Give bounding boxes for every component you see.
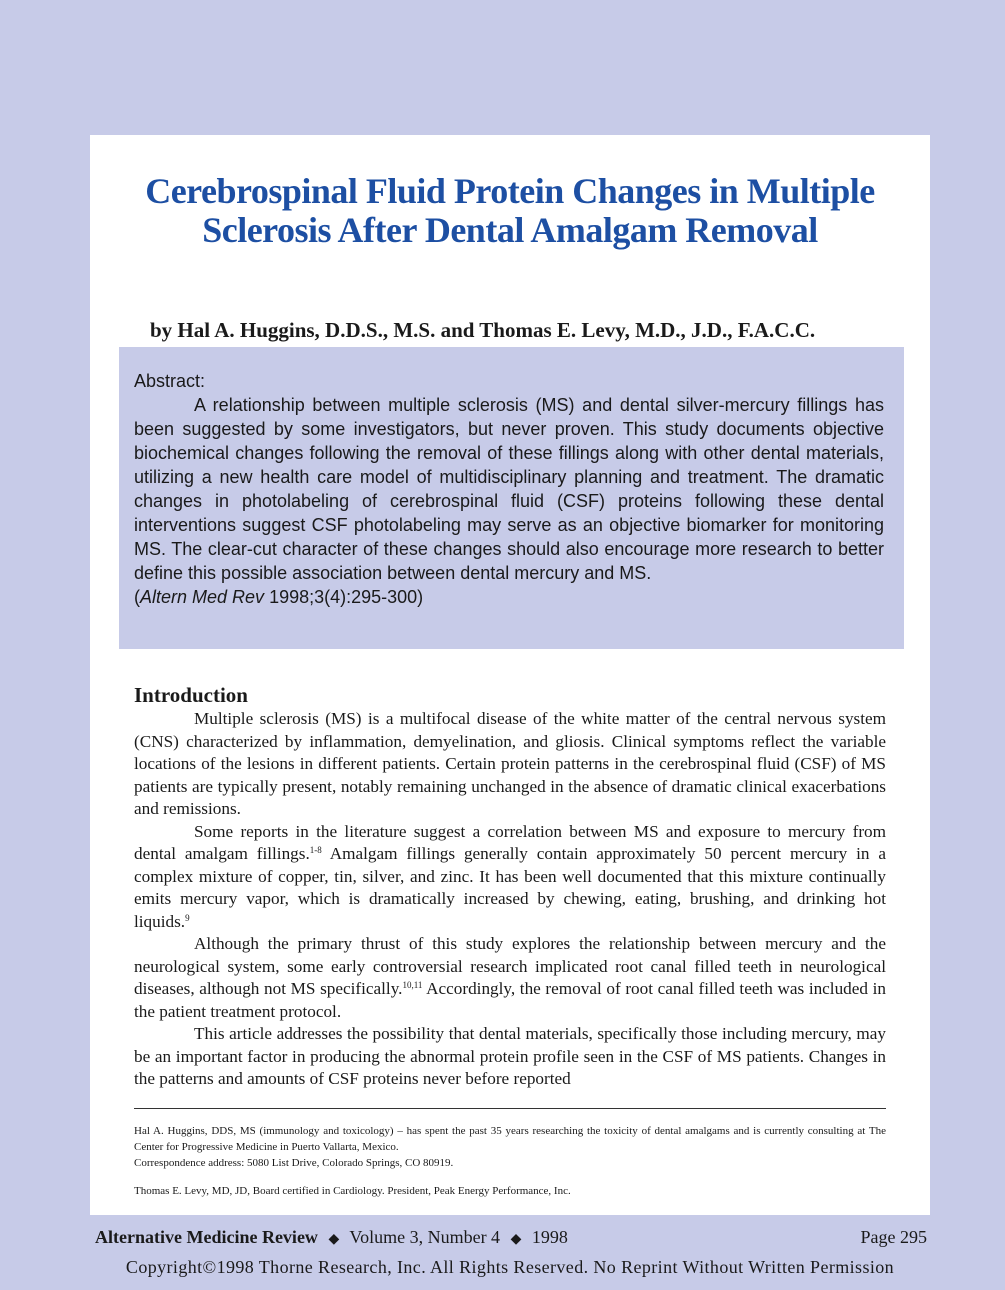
- abstract-body: A relationship between multiple sclerosis (MS) and dental silver-mercury fillings has been suggested by some investigators, but never proven. This study documents objective biochemical changes following the removal of these fillings along with other dental materials, utilizing a new health care model of multidisciplinary planning and treatment. The dramatic changes in photolabeling of cerebrospinal fluid (CSF) proteins following these dental interventions suggest CSF photolabeling may serve as an objective biomarker for monitoring MS. The clear-cut character of these changes should also encourage more research to better define this possible association between dental mercury and MS.: [134, 395, 884, 583]
- p2-text-b: Amalgam fillings generally contain approximately 50 percent mercury in a complex mixture of copper, tin, silver, and zinc. It has been well documented that this mixture continually emits mercury vapor, which is dramatically increased by chewing, eating, brushing, and drinking hot liquids.: [134, 844, 886, 931]
- p3-text-a: Although the primary thrust of this study explores the relationship between mercury and the neurological system, some early controversial research implicated root canal filled teeth in neurological diseases, although not MS specifically.: [134, 934, 886, 998]
- citation-rest: 1998;3(4):295-300): [264, 587, 424, 607]
- p3-text-b: Accordingly, the removal of root canal filled teeth was included in the patient treatment protocol.: [134, 979, 886, 1021]
- journal-footer: [95, 1227, 927, 1248]
- footnote-correspondence: Correspondence address: 5080 List Drive, Colorado Springs, CO 80919.: [134, 1157, 454, 1169]
- journal-name: Alternative Medicine Review: [95, 1227, 318, 1247]
- citation-open: (: [134, 587, 140, 607]
- footnote-divider: [134, 1108, 886, 1109]
- introduction-body: [134, 708, 886, 1091]
- journal-year: 1998: [531, 1227, 568, 1247]
- p2-text-a: Some reports in the literature suggest a correlation between MS and exposure to mercury from dental amalgam fillings.: [134, 821, 886, 863]
- footnote-author-2: Thomas E. Levy, MD, JD, Board certified in Cardiology. President, Peak Energy Performance, Inc.: [134, 1185, 571, 1197]
- diamond-icon: ◆: [328, 1232, 340, 1247]
- abstract-citation: [134, 585, 884, 609]
- article-title: Cerebrospinal Fluid Protein Changes in Multiple Sclerosis After Dental Amalgam Removal: [145, 171, 875, 250]
- reference-superscript: 10,11: [402, 980, 423, 990]
- intro-paragraph-4: This article addresses the possibility that dental materials, specifically those including mercury, may be an important factor in producing the abnormal protein profile seen in the CSF of MS patients. Changes in the patterns and amounts of CSF proteins never before reported: [134, 1024, 886, 1088]
- copyright-notice: Copyright©1998 Thorne Research, Inc. All Rights Reserved. No Reprint Without Written Permission: [125, 1257, 895, 1277]
- article-byline: by Hal A. Huggins, D.D.S., M.S. and Thomas E. Levy, M.D., J.D., F.A.C.C.: [150, 318, 816, 342]
- diamond-icon: ◆: [510, 1232, 522, 1247]
- page-number: Page 295: [860, 1227, 927, 1247]
- reference-superscript: 9: [185, 912, 190, 923]
- footnotes: [134, 1123, 886, 1199]
- abstract-box: [119, 347, 904, 649]
- intro-paragraph-3: [134, 933, 886, 1023]
- reference-superscript: 1-8: [309, 845, 322, 855]
- abstract-label: Abstract:: [134, 371, 206, 391]
- intro-paragraph-1: Multiple sclerosis (MS) is a multifocal disease of the white matter of the central nervous system (CNS) characterized by inflammation, demyelination, and gliosis. Clinical symptoms reflect the variable locations of the lesions in different patients. Certain protein patterns in the cerebrospinal fluid (CSF) of MS patients are typically present, notably remaining unchanged in the absence of dramatic clinical exacerbations and remissions.: [134, 709, 886, 818]
- introduction-heading: Introduction: [134, 683, 248, 707]
- citation-journal: Altern Med Rev: [140, 587, 265, 607]
- footnote-author-1: Hal A. Huggins, DDS, MS (immunology and toxicology) – has spent the past 35 years researching the toxicity of dental amalgams and is currently consulting at The Center for Progressive Medicine in Puerto Vallarta, Mexico.: [134, 1125, 886, 1153]
- intro-paragraph-2: [134, 821, 886, 934]
- journal-volume: Volume 3, Number 4: [349, 1227, 501, 1247]
